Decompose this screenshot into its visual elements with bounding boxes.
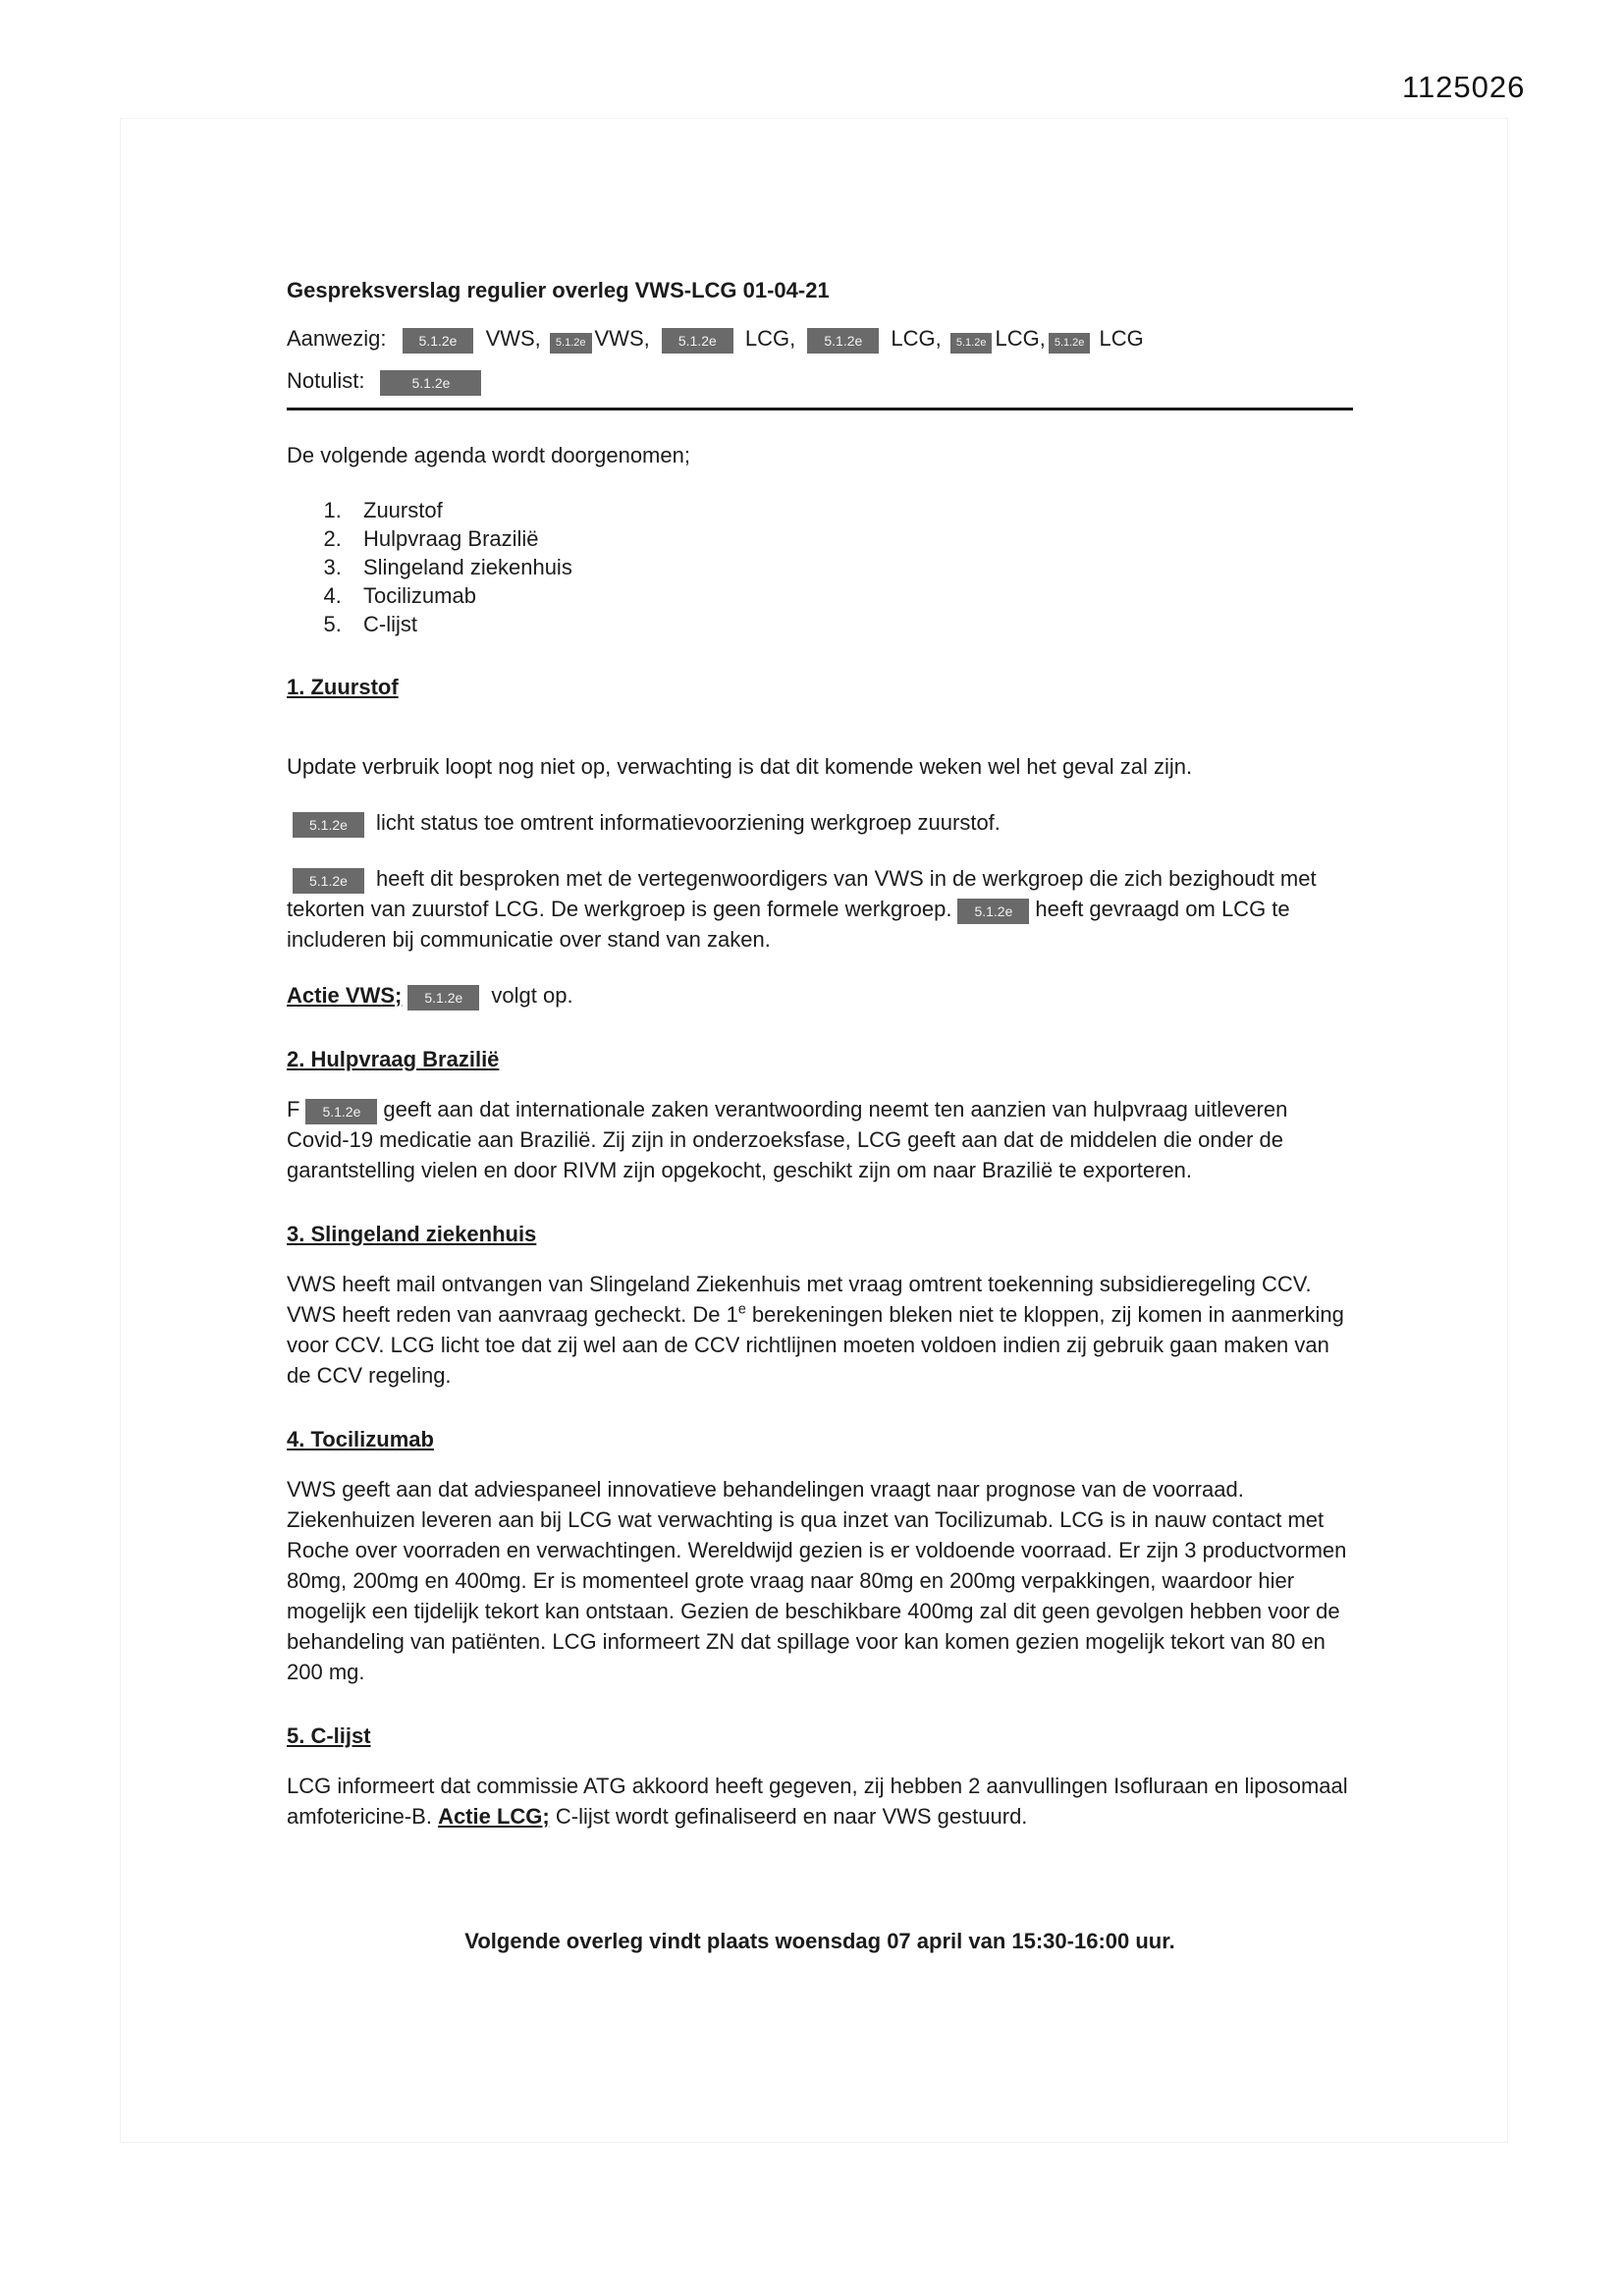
redaction-box: 5.1.2e: [550, 333, 592, 354]
section-heading: 1. Zuurstof: [287, 675, 399, 699]
agenda-list: [287, 496, 1353, 638]
agenda-intro: De volgende agenda wordt doorgenomen;: [287, 443, 690, 467]
text-run: licht status toe omtrent informatievoorziening werkgroep zuurstof.: [369, 810, 1001, 835]
next-meeting-note: Volgende overleg vindt plaats woensdag 07 april van 15:30-16:00 uur.: [464, 1929, 1175, 1953]
text-run: volgt op.: [485, 983, 573, 1008]
text-run: LCG,: [738, 326, 802, 351]
text-run: VWS,: [479, 326, 547, 351]
text-run: LCG informeert dat commissie ATG akkoord heeft gegeven, zij hebben 2 aanvullingen Isofluraan en liposomaal amfotericine-B.: [287, 1774, 1348, 1829]
text-run: VWS,: [594, 326, 656, 351]
redaction-box: 5.1.2e: [403, 328, 474, 354]
paragraph: [287, 863, 1353, 955]
text-run: VWS heeft mail ontvangen van Slingeland Ziekenhuis met vraag omtrent toekenning subsidieregeling CCV. VWS heeft reden van aanvraag gecheckt. De 1: [287, 1272, 1312, 1327]
notulist-line: [287, 365, 1353, 396]
notulist-value: [374, 368, 487, 393]
redaction-box: 5.1.2e: [305, 1099, 377, 1124]
paragraph: [287, 1474, 1353, 1687]
paragraph: [287, 807, 1353, 838]
text-run: e: [737, 1301, 746, 1318]
text-run: LCG: [1093, 326, 1144, 351]
agenda-item: 1. Zuurstof: [348, 496, 1353, 524]
redaction-box: 5.1.2e: [662, 328, 733, 354]
text-run: Update verbruik loopt nog niet op, verwachting is dat dit komende weken wel het geval zal zijn.: [287, 754, 1193, 779]
attendees-values: [397, 326, 1144, 351]
text-run: LCG,: [995, 326, 1046, 351]
document-number: 1125026: [1402, 70, 1526, 104]
document-content: [287, 275, 1353, 1956]
redaction-box: 5.1.2e: [293, 868, 364, 894]
header-divider: [287, 408, 1353, 410]
agenda-item: 5. C-lijst: [348, 610, 1353, 638]
text-run: heeft dit besproken met de vertegenwoordigers van VWS in de werkgroep die zich bezighoudt met tekorten van zuurstof LCG. De werkgroep is geen formele werkgroep.: [287, 866, 1317, 921]
attendees-line: [287, 323, 1353, 354]
text-run: heeft gevraagd om LCG te includeren bij communicatie over stand van zaken.: [287, 897, 1290, 952]
paragraph: [287, 1094, 1353, 1185]
redaction-box: 5.1.2e: [957, 899, 1029, 924]
redaction-box: 5.1.2e: [293, 812, 364, 838]
redaction-box: 5.1.2e: [1049, 333, 1091, 354]
notulist-label: Notulist:: [287, 368, 365, 393]
text-run: C-lijst wordt gefinaliseerd en naar VWS gestuurd.: [549, 1804, 1028, 1829]
redaction-box: 5.1.2e: [807, 328, 879, 354]
redaction-box: 5.1.2e: [380, 370, 481, 396]
paragraph: [287, 751, 1353, 782]
redaction-box: 5.1.2e: [950, 333, 993, 354]
text-run: F: [287, 1097, 300, 1121]
text-run: geeft aan dat internationale zaken verantwoording neemt ten aanzien van hulpvraag uitleveren Covid-19 medicatie aan Brazilië. Zij zijn in onderzoeksfase, LCG geeft aan dat de middelen die onder de garantstelling vielen en door RIVM zijn opgekocht, geschikt zijn om naar Brazilië te exporteren.: [287, 1097, 1288, 1182]
section-heading: 3. Slingeland ziekenhuis: [287, 1222, 537, 1246]
section-heading: 4. Tocilizumab: [287, 1427, 434, 1451]
agenda-item: 4. Tocilizumab: [348, 581, 1353, 610]
agenda-item: 2. Hulpvraag Brazilië: [348, 524, 1353, 553]
sections-container: [287, 672, 1353, 1831]
redaction-box: 5.1.2e: [407, 985, 479, 1011]
text-run: VWS geeft aan dat adviespaneel innovatieve behandelingen vraagt naar prognose van de voorraad. Ziekenhuizen leveren aan bij LCG wat verwachting is qua inzet van Tocilizumab. LCG is in nauw contact met Roche over voorraden en verwachtingen. Wereldwijd gezien is er voldoende voorraad. Er zijn 3 productvormen 80mg, 200mg en 400mg. Er is momenteel grote vraag naar 80mg en 200mg verpakkingen, waardoor hier mogelijk een tijdelijk tekort kan ontstaan. Gezien de beschikbare 400mg zal dit geen gevolgen hebben voor de behandeling van patiënten. LCG informeert ZN dat spillage voor kan komen gezien mogelijk tekort van 80 en 200 mg.: [287, 1477, 1347, 1684]
document-title: Gespreksverslag regulier overleg VWS-LCG 01-04-21: [287, 278, 830, 302]
action-label: Actie LCG;: [438, 1804, 550, 1829]
agenda-item: 3. Slingeland ziekenhuis: [348, 553, 1353, 581]
paragraph: [287, 1771, 1353, 1831]
paragraph: [287, 1269, 1353, 1391]
section-heading: 5. C-lijst: [287, 1723, 371, 1748]
section-heading: 2. Hulpvraag Brazilië: [287, 1047, 500, 1071]
paragraph: [287, 980, 1353, 1011]
attendees-label: Aanwezig:: [287, 326, 387, 351]
action-label: Actie VWS;: [287, 983, 403, 1008]
text-run: LCG,: [885, 326, 947, 351]
text-run: berekeningen bleken niet te kloppen, zij komen in aanmerking voor CCV. LCG licht toe dat zij wel aan de CCV richtlijnen moeten voldoen indien zij gebruik gaan maken van de CCV regeling.: [287, 1302, 1344, 1388]
